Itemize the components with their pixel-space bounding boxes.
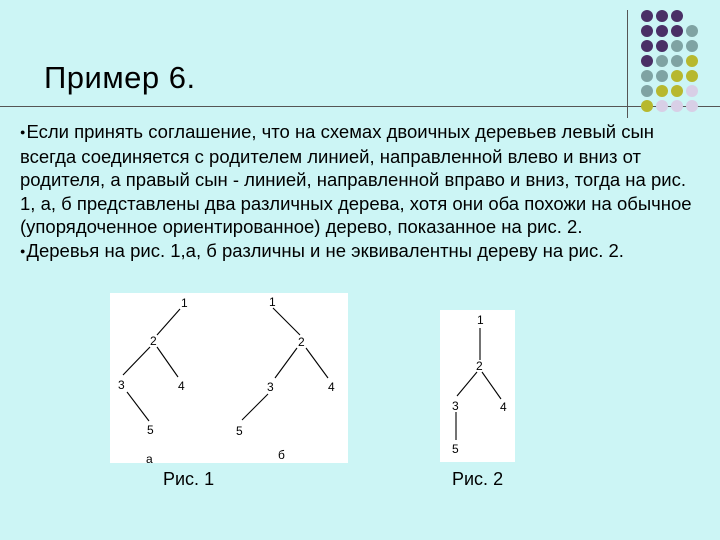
- slide-body: [20, 120, 700, 264]
- tree-a-edge-2-3: [123, 347, 150, 375]
- decorative-horizontal-line: [0, 106, 720, 107]
- decor-dot: [641, 100, 653, 112]
- decor-dot: [671, 70, 683, 82]
- tree-b-label: б: [278, 448, 285, 462]
- decor-dot: [671, 55, 683, 67]
- tree-node-1: 1: [477, 313, 484, 327]
- bullet-paragraph-2: [20, 239, 700, 264]
- decor-dot: [671, 100, 683, 112]
- figure-2-diagram: [440, 310, 515, 462]
- figure-2-caption: Рис. 2: [452, 469, 504, 489]
- decor-dot: [671, 10, 683, 22]
- decor-dot: [641, 25, 653, 37]
- tree-b-edge-2-4: [306, 348, 328, 378]
- decor-dot: [671, 40, 683, 52]
- tree-b-node-4: 4: [328, 380, 335, 394]
- bullet-paragraph-1: [20, 120, 700, 239]
- paragraph-2-text: Деревья на рис. 1,а, б различны и не эквивалентны дереву на рис. 2.: [26, 239, 624, 261]
- tree-b-node-3: 3: [267, 380, 274, 394]
- tree-edge-2-4: [482, 372, 501, 399]
- decor-dot: [671, 25, 683, 37]
- decor-dot: [686, 40, 698, 52]
- tree-node-2: 2: [476, 359, 483, 373]
- tree-b-node-1: 1: [269, 295, 276, 309]
- tree-a-edge-2-4: [157, 347, 178, 377]
- decor-dot: [686, 55, 698, 67]
- figure-1-caption: Рис. 1: [163, 469, 215, 489]
- decor-dot: [656, 10, 668, 22]
- decor-dot: [656, 40, 668, 52]
- figure-1-panel: [110, 293, 348, 463]
- tree-b-edge-2-3: [275, 348, 297, 378]
- decor-dot: [656, 25, 668, 37]
- decor-dot: [671, 85, 683, 97]
- tree-a-label: а: [146, 452, 153, 463]
- slide-title: Пример 6.: [44, 60, 196, 95]
- decor-dot: [686, 100, 698, 112]
- bullet-icon: ●: [20, 245, 26, 256]
- tree-a-node-2: 2: [150, 334, 157, 348]
- decor-dot: [686, 25, 698, 37]
- tree-node-5: 5: [452, 442, 459, 456]
- bullet-icon: ●: [20, 127, 26, 137]
- decor-dot: [641, 40, 653, 52]
- tree-a-node-5: 5: [147, 423, 154, 437]
- decor-dot: [686, 70, 698, 82]
- decor-dot: [641, 70, 653, 82]
- decorative-vertical-line: [627, 10, 628, 118]
- tree-a-node-4: 4: [178, 379, 185, 393]
- decor-dot: [656, 55, 668, 67]
- tree-a-edge-3-5: [127, 392, 149, 421]
- decor-dot: [641, 85, 653, 97]
- decor-dot: [656, 100, 668, 112]
- decor-dot: [656, 70, 668, 82]
- decor-dot: [641, 55, 653, 67]
- paragraph-1-text: Если принять соглашение, что на схемах двоичных деревьев левый сын всегда соединяется с родителем линией, направленной влево и вниз от родителя, а правый сын - линией, направленной вправо и вниз, тогда на рис. 1, а, б представлены два различных дерева, хотя они оба похожи на обычное (упорядоченное ориентированное) дерево, показанное на рис. 2.: [20, 121, 692, 238]
- tree-edge-2-3: [457, 372, 477, 396]
- figure-1-diagram: [110, 293, 348, 463]
- decor-dot: [656, 85, 668, 97]
- decor-dot: [641, 10, 653, 22]
- tree-a-edge-1-2: [157, 309, 180, 335]
- tree-a-node-1: 1: [181, 296, 188, 310]
- tree-b-node-5: 5: [236, 424, 243, 438]
- decor-dot: [686, 85, 698, 97]
- tree-b-node-2: 2: [298, 335, 305, 349]
- tree-a-node-3: 3: [118, 378, 125, 392]
- tree-b-edge-3-5: [242, 394, 268, 420]
- tree-b-edge-1-2: [273, 308, 300, 335]
- figure-2-panel: [440, 310, 515, 462]
- tree-node-4: 4: [500, 400, 507, 414]
- tree-node-3: 3: [452, 399, 459, 413]
